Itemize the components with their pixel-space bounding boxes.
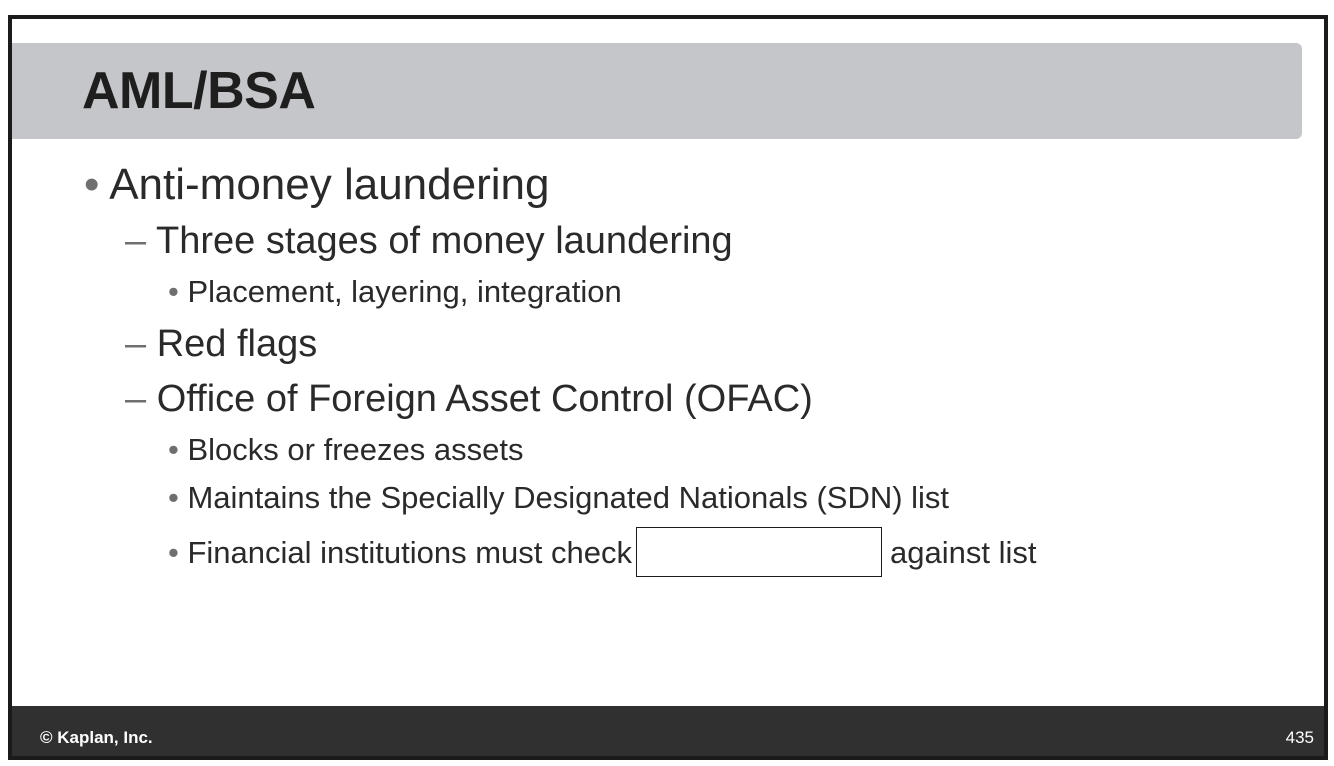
bullet-level1 (84, 160, 550, 209)
bullet-marker: • (168, 432, 179, 467)
bullet-marker: • (168, 274, 179, 309)
bullet-marker: • (168, 535, 179, 571)
bullet-text: Red flags (156, 323, 318, 365)
bullet-level3 (168, 482, 949, 513)
slide-title: AML/BSA (82, 62, 316, 120)
bullet-level2 (125, 325, 317, 363)
copyright-text: © Kaplan, Inc. (40, 728, 153, 747)
bullet-text-after: against list (890, 535, 1037, 571)
bullet-text: Three stages of money laundering (156, 220, 733, 262)
bullet-marker: • (168, 480, 179, 515)
bullet-text-before: Financial institutions must check (187, 535, 633, 571)
bullet-marker: • (84, 160, 100, 209)
footer (12, 706, 1324, 756)
bullet-text: Maintains the Specially Designated Nationals (SDN) list (187, 480, 950, 515)
bullet-text: Office of Foreign Asset Control (OFAC) (156, 378, 813, 420)
bullet-level3 (168, 530, 1036, 580)
bullet-level2 (125, 222, 733, 260)
bullet-level3 (168, 434, 523, 465)
slide (8, 15, 1328, 760)
bullet-level2 (125, 380, 813, 418)
bullet-text: Anti-money laundering (109, 160, 550, 209)
dash-marker: – (125, 378, 147, 420)
dash-marker: – (125, 220, 147, 262)
slide-content (12, 19, 1324, 756)
fill-in-blank-box[interactable] (636, 527, 882, 577)
bullet-text: Blocks or freezes assets (187, 432, 524, 467)
page-number: 435 (1285, 728, 1314, 747)
dash-marker: – (125, 323, 147, 365)
bullet-level3 (168, 276, 622, 307)
bullet-text: Placement, layering, integration (187, 274, 622, 309)
